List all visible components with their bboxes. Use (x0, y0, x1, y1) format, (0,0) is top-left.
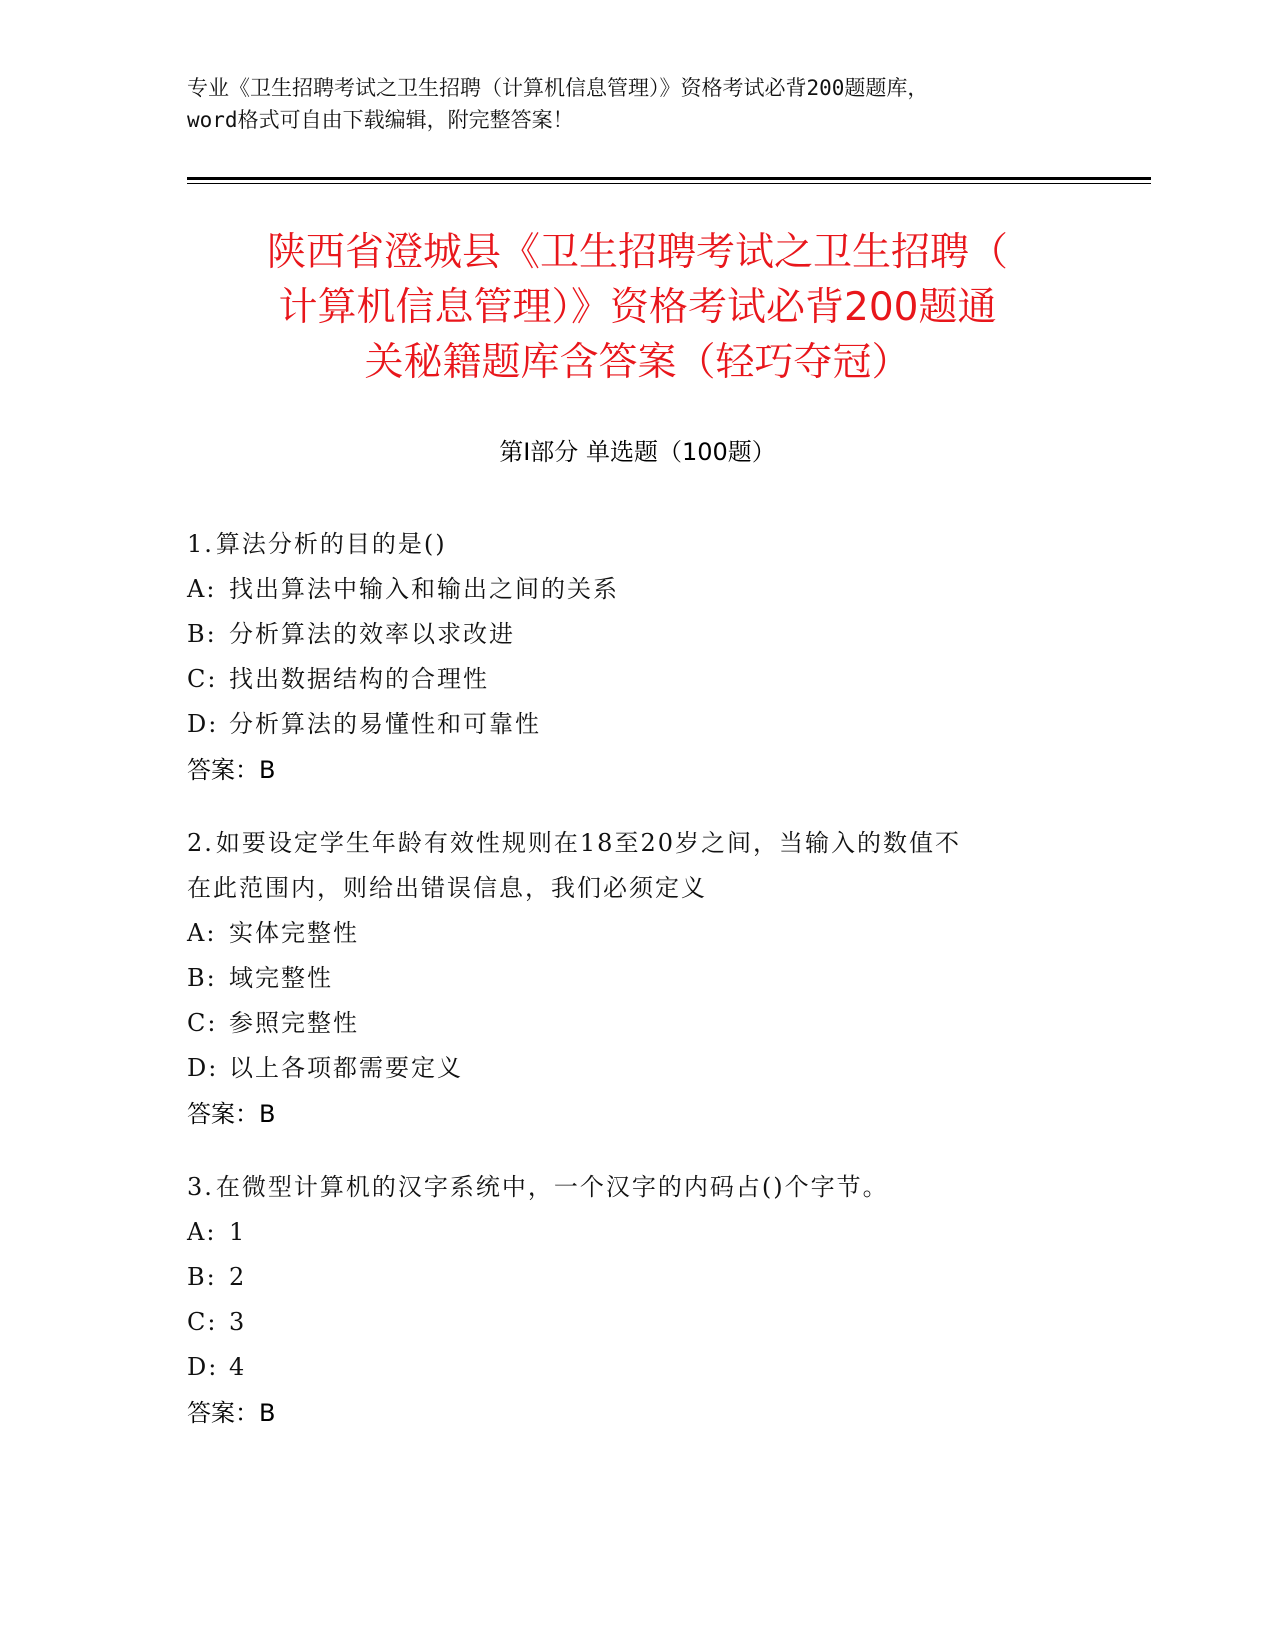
option-text: 3 (229, 1308, 247, 1336)
option-letter: B: (187, 1263, 217, 1291)
title-line-3: 关秘籍题库含答案（轻巧夺冠） (364, 340, 911, 385)
option-letter: D: (187, 1054, 219, 1082)
option-text: 分析算法的易懂性和可靠性 (229, 710, 541, 738)
option-text: 参照完整性 (229, 1009, 359, 1037)
option-letter: C: (187, 1009, 218, 1037)
option-b (187, 612, 1087, 657)
question-text (187, 522, 1087, 567)
option-c (187, 1300, 1087, 1345)
option-a (187, 567, 1087, 612)
answer-line: 答案：B (187, 1399, 276, 1427)
question-number: 1. (187, 530, 214, 558)
option-text: 2 (229, 1263, 247, 1291)
document-title (180, 225, 1095, 390)
section-title: 第Ⅰ部分 单选题（100题） (499, 438, 776, 466)
option-a (187, 1210, 1087, 1255)
option-letter: C: (187, 1308, 218, 1336)
option-text: 找出算法中输入和输出之间的关系 (229, 575, 619, 603)
option-text: 4 (229, 1353, 247, 1381)
title-line-2: 计算机信息管理）》资格考试必背200题通 (278, 285, 997, 330)
option-text: 域完整性 (229, 964, 333, 992)
option-letter: D: (187, 1353, 219, 1381)
option-text: 实体完整性 (229, 919, 359, 947)
option-letter: A: (187, 919, 217, 947)
option-letter: C: (187, 665, 218, 693)
question-1 (187, 522, 1087, 793)
option-b (187, 1255, 1087, 1300)
answer-line: 答案：B (187, 1100, 276, 1128)
question-text-line: 如要设定学生年龄有效性规则在18至20岁之间，当输入的数值不 (215, 829, 961, 857)
option-b (187, 956, 1087, 1001)
document-header (187, 72, 1087, 136)
title-line-1: 陕西省澄城县《卫生招聘考试之卫生招聘（ (266, 230, 1008, 275)
question-list (187, 522, 1087, 1464)
option-d (187, 1046, 1087, 1091)
question-number: 3. (187, 1173, 214, 1201)
answer-line: 答案：B (187, 756, 276, 784)
header-rule-thin (187, 183, 1151, 184)
question-3 (187, 1165, 1087, 1436)
question-text (187, 821, 1087, 866)
option-letter: A: (187, 575, 217, 603)
option-a (187, 911, 1087, 956)
option-text: 分析算法的效率以求改进 (229, 620, 515, 648)
option-letter: B: (187, 620, 217, 648)
option-d (187, 702, 1087, 747)
question-text-line: 算法分析的目的是() (215, 530, 447, 558)
header-rule-thick (187, 177, 1151, 180)
question-text-continued: 在此范围内，则给出错误信息，我们必须定义 (187, 874, 707, 902)
option-text: 找出数据结构的合理性 (229, 665, 489, 693)
question-text-line: 在微型计算机的汉字系统中，一个汉字的内码占()个字节。 (215, 1173, 889, 1201)
option-text: 1 (229, 1218, 247, 1246)
option-d (187, 1345, 1087, 1390)
question-number: 2. (187, 829, 214, 857)
option-c (187, 657, 1087, 702)
option-letter: B: (187, 964, 217, 992)
question-text (187, 1165, 1087, 1210)
option-letter: D: (187, 710, 219, 738)
header-line-2: word格式可自由下载编辑，附完整答案！ (187, 108, 574, 132)
option-letter: A: (187, 1218, 217, 1246)
option-c (187, 1001, 1087, 1046)
option-text: 以上各项都需要定义 (229, 1054, 463, 1082)
question-2 (187, 821, 1087, 1137)
header-line-1: 专业《卫生招聘考试之卫生招聘（计算机信息管理）》资格考试必背200题题库， (187, 76, 929, 100)
